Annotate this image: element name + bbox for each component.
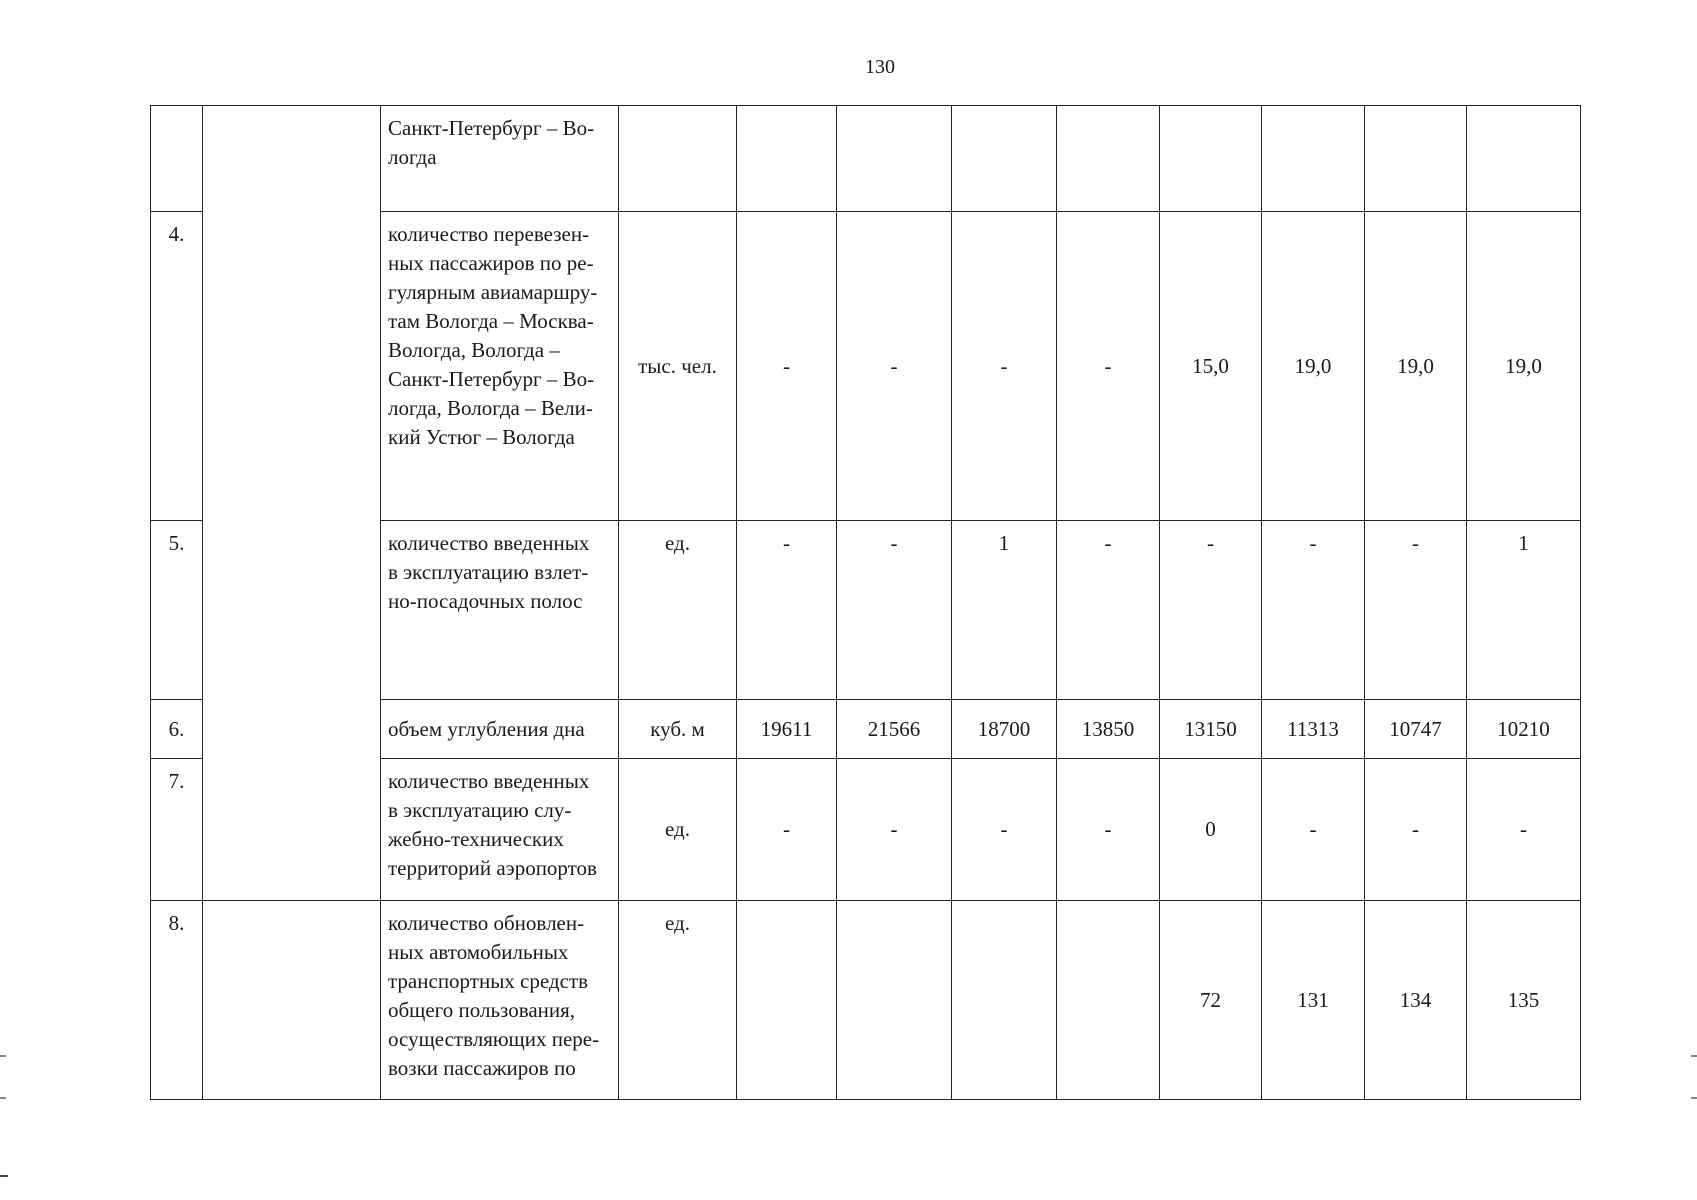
value-cell: 15,0 xyxy=(1160,212,1262,521)
program-cell xyxy=(203,901,381,1100)
unit-cell: ед. xyxy=(619,901,737,1100)
value-cell: 19,0 xyxy=(1262,212,1365,521)
scan-margin-mark xyxy=(0,1055,6,1099)
value-cell: 131 xyxy=(1262,901,1365,1100)
value-cell: 134 xyxy=(1365,901,1467,1100)
value-cell: 19611 xyxy=(737,700,837,759)
value-cell: - xyxy=(952,212,1057,521)
indicator-name-cell: количество введенных в эксплуатацию слу- жебно-технических территорий аэропортов xyxy=(381,759,619,901)
value-cell: 19,0 xyxy=(1365,212,1467,521)
unit-cell: тыс. чел. xyxy=(619,212,737,521)
unit-cell xyxy=(619,106,737,212)
unit-cell: ед. xyxy=(619,759,737,901)
scan-margin-mark xyxy=(1691,1055,1697,1099)
value-cell: - xyxy=(837,521,952,700)
value-cell: 135 xyxy=(1467,901,1581,1100)
value-cell xyxy=(1160,106,1262,212)
unit-cell: куб. м xyxy=(619,700,737,759)
value-cell: 11313 xyxy=(1262,700,1365,759)
value-cell xyxy=(837,106,952,212)
indicator-name-cell: количество введенных в эксплуатацию взлет- но-посадочных полос xyxy=(381,521,619,700)
value-cell: 13150 xyxy=(1160,700,1262,759)
value-cell: - xyxy=(1057,759,1160,901)
value-cell: 10210 xyxy=(1467,700,1581,759)
row-number-cell xyxy=(151,106,203,212)
value-cell xyxy=(837,901,952,1100)
value-cell: 21566 xyxy=(837,700,952,759)
value-cell xyxy=(737,901,837,1100)
row-number-cell: 7. xyxy=(151,759,203,901)
indicator-name-cell: количество перевезен- ных пассажиров по ре- гулярным авиамаршру- там Вологда – Москва- Вологда, Вологда – Санкт-Петербург – Во- логда, Вологда – Вели- кий Устюг – Вологда xyxy=(381,212,619,521)
value-cell: - xyxy=(737,759,837,901)
scan-margin-dash xyxy=(0,1175,8,1177)
value-cell: - xyxy=(1262,759,1365,901)
row-number-cell: 8. xyxy=(151,901,203,1100)
row-number-cell: 6. xyxy=(151,700,203,759)
value-cell: 1 xyxy=(952,521,1057,700)
value-cell: - xyxy=(737,521,837,700)
value-cell: - xyxy=(1160,521,1262,700)
value-cell: - xyxy=(1057,212,1160,521)
indicator-name-cell: Санкт-Петербург – Во- логда xyxy=(381,106,619,212)
value-cell: 10747 xyxy=(1365,700,1467,759)
value-cell xyxy=(1365,106,1467,212)
value-cell: - xyxy=(952,759,1057,901)
indicator-table xyxy=(150,105,1581,1100)
value-cell xyxy=(952,901,1057,1100)
merged-program-cell xyxy=(203,106,381,901)
value-cell: - xyxy=(837,759,952,901)
value-cell: - xyxy=(1057,521,1160,700)
value-cell: 13850 xyxy=(1057,700,1160,759)
value-cell: - xyxy=(1365,521,1467,700)
value-cell xyxy=(1057,901,1160,1100)
row-number-cell: 5. xyxy=(151,521,203,700)
indicator-name-cell: объем углубления дна xyxy=(381,700,619,759)
value-cell: - xyxy=(1467,759,1581,901)
value-cell: 19,0 xyxy=(1467,212,1581,521)
value-cell: - xyxy=(1365,759,1467,901)
page-number: 130 xyxy=(865,56,895,78)
value-cell xyxy=(1467,106,1581,212)
table-row xyxy=(151,901,1581,1100)
indicator-name-cell: количество обновлен- ных автомобильных транспортных средств общего пользования, осуществляющих пере- возки пассажиров по xyxy=(381,901,619,1100)
value-cell xyxy=(1262,106,1365,212)
value-cell: 72 xyxy=(1160,901,1262,1100)
value-cell: 0 xyxy=(1160,759,1262,901)
value-cell xyxy=(952,106,1057,212)
value-cell xyxy=(737,106,837,212)
row-number-cell: 4. xyxy=(151,212,203,521)
unit-cell: ед. xyxy=(619,521,737,700)
value-cell xyxy=(1057,106,1160,212)
value-cell: - xyxy=(1262,521,1365,700)
value-cell: 1 xyxy=(1467,521,1581,700)
value-cell: - xyxy=(837,212,952,521)
table-row xyxy=(151,106,1581,212)
value-cell: 18700 xyxy=(952,700,1057,759)
value-cell: - xyxy=(737,212,837,521)
